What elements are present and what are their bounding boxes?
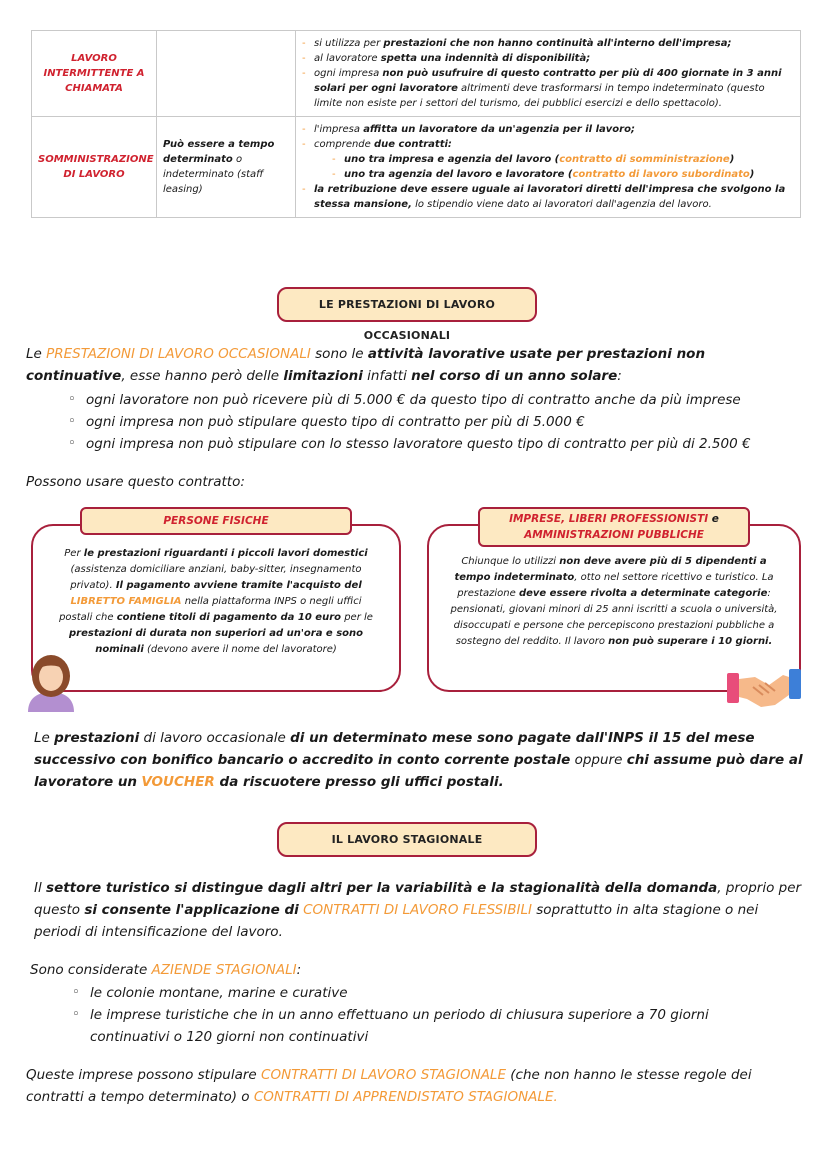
occasional-limits-list: [66, 389, 806, 455]
section-title-occasional: LE PRESTAZIONI DI LAVORO OCCASIONALI: [277, 287, 537, 322]
row-duration: [157, 31, 296, 117]
woman-avatar-icon: [22, 650, 80, 714]
box-title-imprese: IMPRESE, LIBERI PROFESSIONISTI e AMMINISTRAZIONI PUBBLICHE: [478, 507, 750, 547]
list-item: - al lavoratore spetta una indennità di disponibilità;: [302, 51, 794, 66]
list-item: ◦ ogni impresa non può stipulare questo tipo di contratto per più di 5.000 €: [66, 411, 806, 433]
occasional-intro: Le PRESTAZIONI DI LAVORO OCCASIONALI sono le attività lavorative usate per prestazioni non continuative, esse hanno però delle limitazioni infatti nel corso di un anno solare:: [26, 346, 706, 384]
seasonal-intro: Il settore turistico si distingue dagli altri per la variabilità e la stagionalità della domanda, proprio per questo si consente l'applicazione di CONTRATTI DI LAVORO FLESSIBILI soprattutto in alta stagione o nei periodi di intensificazione del lavoro.: [34, 880, 802, 940]
list-item: ◦ ogni impresa non può stipulare con lo stesso lavoratore questo tipo di contratto per più di 2.500 €: [66, 433, 806, 455]
row-details: [296, 31, 801, 117]
can-use-label: Possono usare questo contratto:: [26, 474, 245, 490]
handshake-icon: [725, 665, 803, 711]
section-title-seasonal: IL LAVORO STAGIONALE: [277, 822, 537, 857]
list-item: - si utilizza per prestazioni che non hanno continuità all'interno dell'impresa;: [302, 36, 794, 51]
list-item: - comprende due contratti:: [302, 137, 794, 152]
seasonal-contracts-paragraph: Queste imprese possono stipulare CONTRATTI DI LAVORO STAGIONALE (che non hanno le stesse regole dei contratti a tempo determinato) o CONTRATTI DI APPRENDISTATO STAGIONALE.: [26, 1067, 752, 1105]
list-item: ◦ ogni lavoratore non può ricevere più di 5.000 € da questo tipo di contratto anche da più imprese: [66, 389, 806, 411]
list-item: ◦ le colonie montane, marine e curative: [70, 982, 770, 1004]
row-details: [296, 117, 801, 218]
list-item: - la retribuzione deve essere uguale ai lavoratori diretti dell'impresa che svolgono la stessa mansione, lo stipendio viene dato ai lavoratori dall'agenzia del lavoro.: [302, 182, 794, 212]
list-item: - uno tra impresa e agenzia del lavoro (contratto di somministrazione): [302, 152, 794, 167]
row-duration: Può essere a tempo determinato o indeterminato (staff leasing): [157, 117, 296, 218]
row-name: LAVORO INTERMITTENTE A CHIAMATA: [32, 31, 157, 117]
table-row: [32, 31, 801, 117]
row-name: SOMMINISTRAZIONE DI LAVORO: [32, 117, 157, 218]
list-item: - l'impresa affitta un lavoratore da un'agenzia per il lavoro;: [302, 122, 794, 137]
list-item: - uno tra agenzia del lavoro e lavoratore (contratto di lavoro subordinato): [302, 167, 794, 182]
seasonal-companies-label: Sono considerate AZIENDE STAGIONALI:: [30, 962, 302, 978]
list-item: ◦ le imprese turistiche che in un anno effettuano un periodo di chiusura superiore a 70 giorni continuativi o 120 giorni non continuativi: [70, 1004, 770, 1048]
list-item: - ogni impresa non può usufruire di questo contratto per più di 400 giornate in 3 anni solari per ogni lavoratore altrimenti deve trasformarsi in tempo indeterminato (questo limite non esiste per i settori del turismo, dei pubblici esercizi e dello spettacolo).: [302, 66, 794, 111]
table-row: [32, 117, 801, 218]
box-persone-fisiche: Per le prestazioni riguardanti i piccoli lavori domestici (assistenza domiciliare anziani, baby-sitter, insegnamento privato). Il pagamento avviene tramite l'acquisto del LIBRETTO FAMIGLIA nella piattaforma INPS o negli uffici postali che contiene titoli di pagamento da 10 euro per le prestazioni di durata non superiori ad un'ora e sono nominali (devono avere il nome del lavoratore): [31, 524, 401, 692]
payment-paragraph: Le prestazioni di lavoro occasionale di un determinato mese sono pagate dall'INPS il 15 del mese successivo con bonifico bancario o accredito in conto corrente postale oppure chi assume può dare al lavoratore un VOUCHER da riscuotere presso gli uffici postali.: [34, 730, 803, 790]
box-imprese: Chiunque lo utilizzi non deve avere più di 5 dipendenti a tempo indeterminato, otto nel settore ricettivo e turistico. La prestazione deve essere rivolta a determinate categorie: pensionati, giovani minori di 25 anni iscritti a scuola o università, disoccupati e persone che percepiscono prestazioni pubbliche a sostegno del reddito. Il lavoro non può superare i 10 giorni.: [427, 524, 801, 692]
seasonal-companies-list: [70, 982, 770, 1048]
box-title-persone-fisiche: PERSONE FISICHE: [80, 507, 352, 535]
contracts-table: [31, 30, 801, 218]
